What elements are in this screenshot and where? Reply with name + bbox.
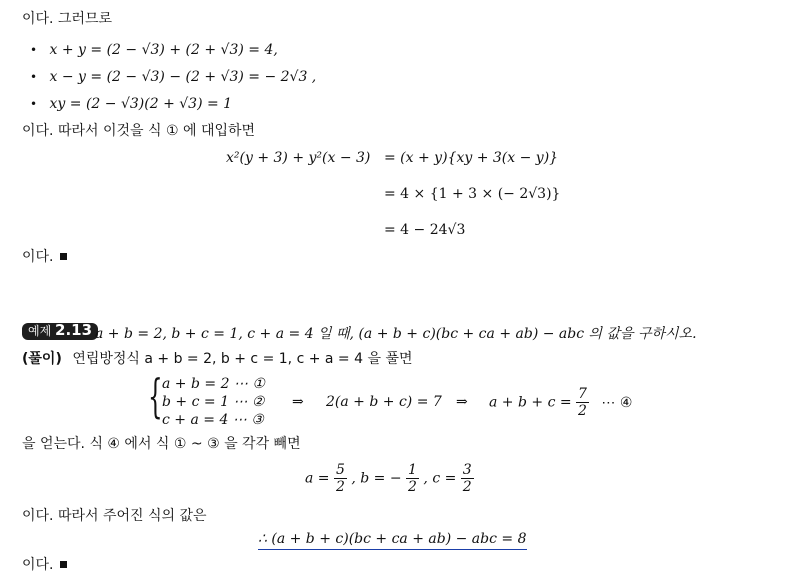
fraction <box>406 462 419 495</box>
fraction-num: 3 <box>462 462 472 478</box>
fraction-num: 5 <box>335 462 345 478</box>
c-label: , c = <box>423 470 457 487</box>
end-label: 이다. <box>22 249 54 265</box>
sum-equation: 2(a + b + c) = 7 <box>326 394 442 410</box>
fraction-num: 1 <box>408 462 417 478</box>
bullet-text: xy = (2 − √3)(2 + √3) = 1 <box>49 96 233 112</box>
end-text <box>22 558 67 572</box>
fraction <box>461 462 474 495</box>
fraction-den: 2 <box>578 403 587 420</box>
system-eq-1: a + b = 2 ⋯ ① <box>162 376 265 392</box>
bullet-dot-icon: • <box>30 70 38 84</box>
obtain-text: 을 얻는다. 식 ④ 에서 식 ① ~ ③ 을 각각 빼면 <box>22 436 301 452</box>
bullet-dot-icon: • <box>30 43 38 57</box>
solution-line <box>22 352 413 366</box>
a-label: a = <box>305 470 330 487</box>
b-label: , b = − <box>351 470 402 487</box>
fraction-den: 2 <box>335 479 345 496</box>
fraction <box>576 386 589 419</box>
equation-tag: ⋯ ④ <box>601 394 633 411</box>
end-text <box>22 250 67 264</box>
fraction-num: 7 <box>578 386 587 402</box>
badge-number: 2.13 <box>55 321 93 339</box>
substitute-text: 이다. 따라서 이것을 식 ① 에 대입하면 <box>22 123 256 139</box>
bullet-item <box>30 43 278 57</box>
solution-values <box>305 462 474 495</box>
derivation-line3: = 4 − 24√3 <box>384 222 466 238</box>
system-eq-2: b + c = 1 ⋯ ② <box>162 394 265 410</box>
example-badge-box <box>22 323 98 340</box>
badge-label: 예제 <box>28 324 52 338</box>
derivation-line2: = 4 × {1 + 3 × (− 2√3)} <box>384 186 561 202</box>
solution-label: (풀이) <box>22 351 62 367</box>
fraction-den: 2 <box>462 479 472 496</box>
derivation-lhs: x²(y + 3) + y²(x − 3) <box>226 150 371 166</box>
implies-arrow-icon: ⇒ <box>456 394 468 410</box>
example-badge <box>22 323 98 338</box>
fraction-den: 2 <box>408 479 417 496</box>
final-answer <box>258 532 527 546</box>
end-label: 이다. <box>22 557 54 573</box>
final-answer-text: ∴ (a + b + c)(bc + ca + ab) − abc = 8 <box>258 531 527 550</box>
qed-square-icon <box>60 561 67 568</box>
bullet-item <box>30 97 232 111</box>
sum-result <box>489 386 632 419</box>
bullet-text: x − y = (2 − √3) − (2 + √3) = − 2√3 , <box>49 69 317 85</box>
left-brace-icon: { <box>148 369 163 423</box>
bullet-text: x + y = (2 − √3) + (2 + √3) = 4, <box>49 42 278 58</box>
bullet-dot-icon: • <box>30 97 38 111</box>
implies-arrow-icon: ⇒ <box>292 394 304 410</box>
intro-text: 이다. 그러므로 <box>22 11 113 27</box>
given-text: 이다. 따라서 주어진 식의 값은 <box>22 508 207 524</box>
system-eq-3: c + a = 4 ⋯ ③ <box>162 412 264 428</box>
derivation-line1: = (x + y){xy + 3(x − y)} <box>384 150 559 166</box>
bullet-item <box>30 70 316 84</box>
sum-lhs: a + b + c = <box>489 394 572 411</box>
example-problem: a + b = 2, b + c = 1, c + a = 4 일 때, (a + b + c)(bc + ca + ab) − abc 의 값을 구하시오. <box>95 326 697 342</box>
solution-intro: 연립방정식 a + b = 2, b + c = 1, c + a = 4 을 풀면 <box>72 351 413 367</box>
qed-square-icon <box>60 253 67 260</box>
fraction <box>334 462 347 495</box>
